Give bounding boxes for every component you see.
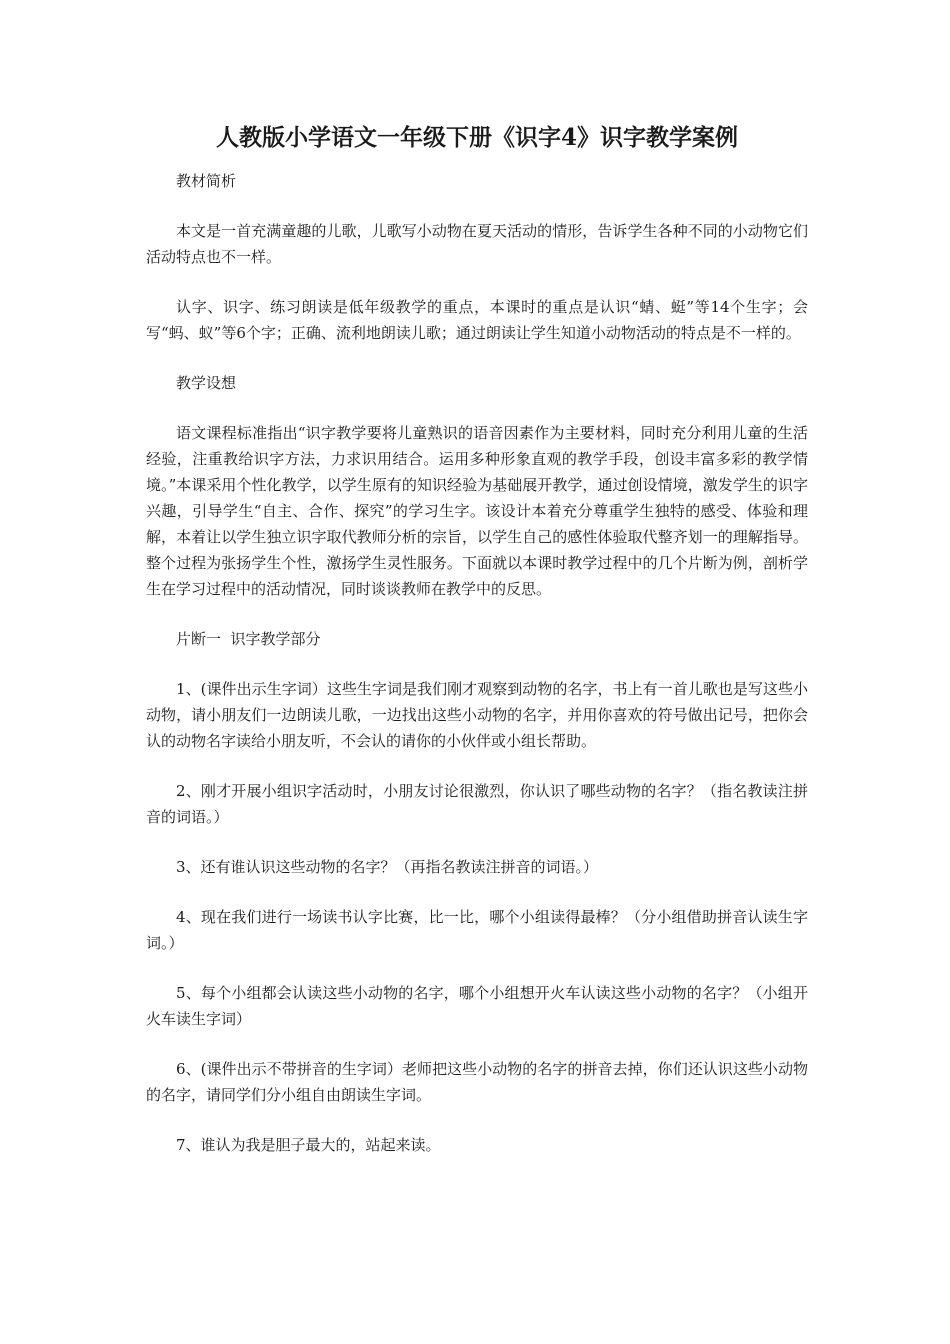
- step-5: 5、每个小组都会认读这些小动物的名字，哪个小组想开火车认读这些小动物的名字？（小组开火车读生字词）: [146, 984, 808, 1028]
- step-1: 1、(课件出示生字词）这些生字词是我们刚才观察到动物的名字，书上有一首儿歌也是写这些小动物，请小朋友们一边朗读儿歌，一边找出这些小动物的名字，并用你喜欢的符号做出记号，把你会认的动物名字读给小朋友听，不会认的请你的小伙伴或小组长帮助。: [146, 680, 808, 750]
- section-heading-design: 教学设想: [176, 374, 237, 392]
- paragraph-design: 语文课程标准指出“识字教学要将儿童熟识的语音因素作为主要材料，同时充分利用儿童的生活经验，注重教给识字方法，力求识用结合。运用多种形象直观的教学手段，创设丰富多彩的教学情境。”本课采用个性化教学，以学生原有的知识经验为基础展开教学，通过创设情境，激发学生的识字兴趣，引导学生“自主、合作、探究”的学习生字。该设计本着充分尊重学生独特的感受、体验和理解，本着让以学生独立识字取代教师分析的宗旨，以学生自己的感性体验取代整齐划一的理解指导。整个过程为张扬学生个性，激扬学生灵性服务。下面就以本课时教学过程中的几个片断为例，剖析学生在学习过程中的活动情况，同时谈谈教师在教学中的反思。: [146, 424, 808, 598]
- paragraph-text-intro: 本文是一首充满童趣的儿歌，儿歌写小动物在夏天活动的情形，告诉学生各种不同的小动物它们活动特点也不一样。: [146, 222, 808, 266]
- step-4: 4、现在我们进行一场读书认字比赛，比一比，哪个小组读得最棒？（分小组借助拼音认读生字词。）: [146, 908, 808, 952]
- step-3: 3、还有谁认识这些动物的名字？（再指名教读注拼音的词语。）: [176, 858, 599, 876]
- section-heading-fragment-one: 片断一 识字教学部分: [176, 630, 321, 648]
- document-page: [146, 116, 808, 1182]
- paragraph-key-points: 认字、识字、练习朗读是低年级教学的重点，本课时的重点是认识“蜻、蜓”等14个生字；会写“蚂、蚁”等6个字；正确、流利地朗读儿歌；通过朗读让学生知道小动物活动的特点是不一样的。: [146, 298, 808, 342]
- section-heading-materials: 教材简析: [176, 172, 237, 190]
- page-title: 人教版小学语文一年级下册《识字4》识字教学案例: [215, 124, 738, 151]
- step-6: 6、(课件出示不带拼音的生字词）老师把这些小动物的名字的拼音去掉，你们还认识这些小动物的名字，请同学们分小组自由朗读生字词。: [146, 1060, 808, 1104]
- step-7: 7、谁认为我是胆子最大的，站起来读。: [176, 1136, 441, 1154]
- step-2: 2、刚才开展小组识字活动时，小朋友讨论很激烈，你认识了哪些动物的名字？（指名教读注拼音的词语。）: [146, 782, 808, 826]
